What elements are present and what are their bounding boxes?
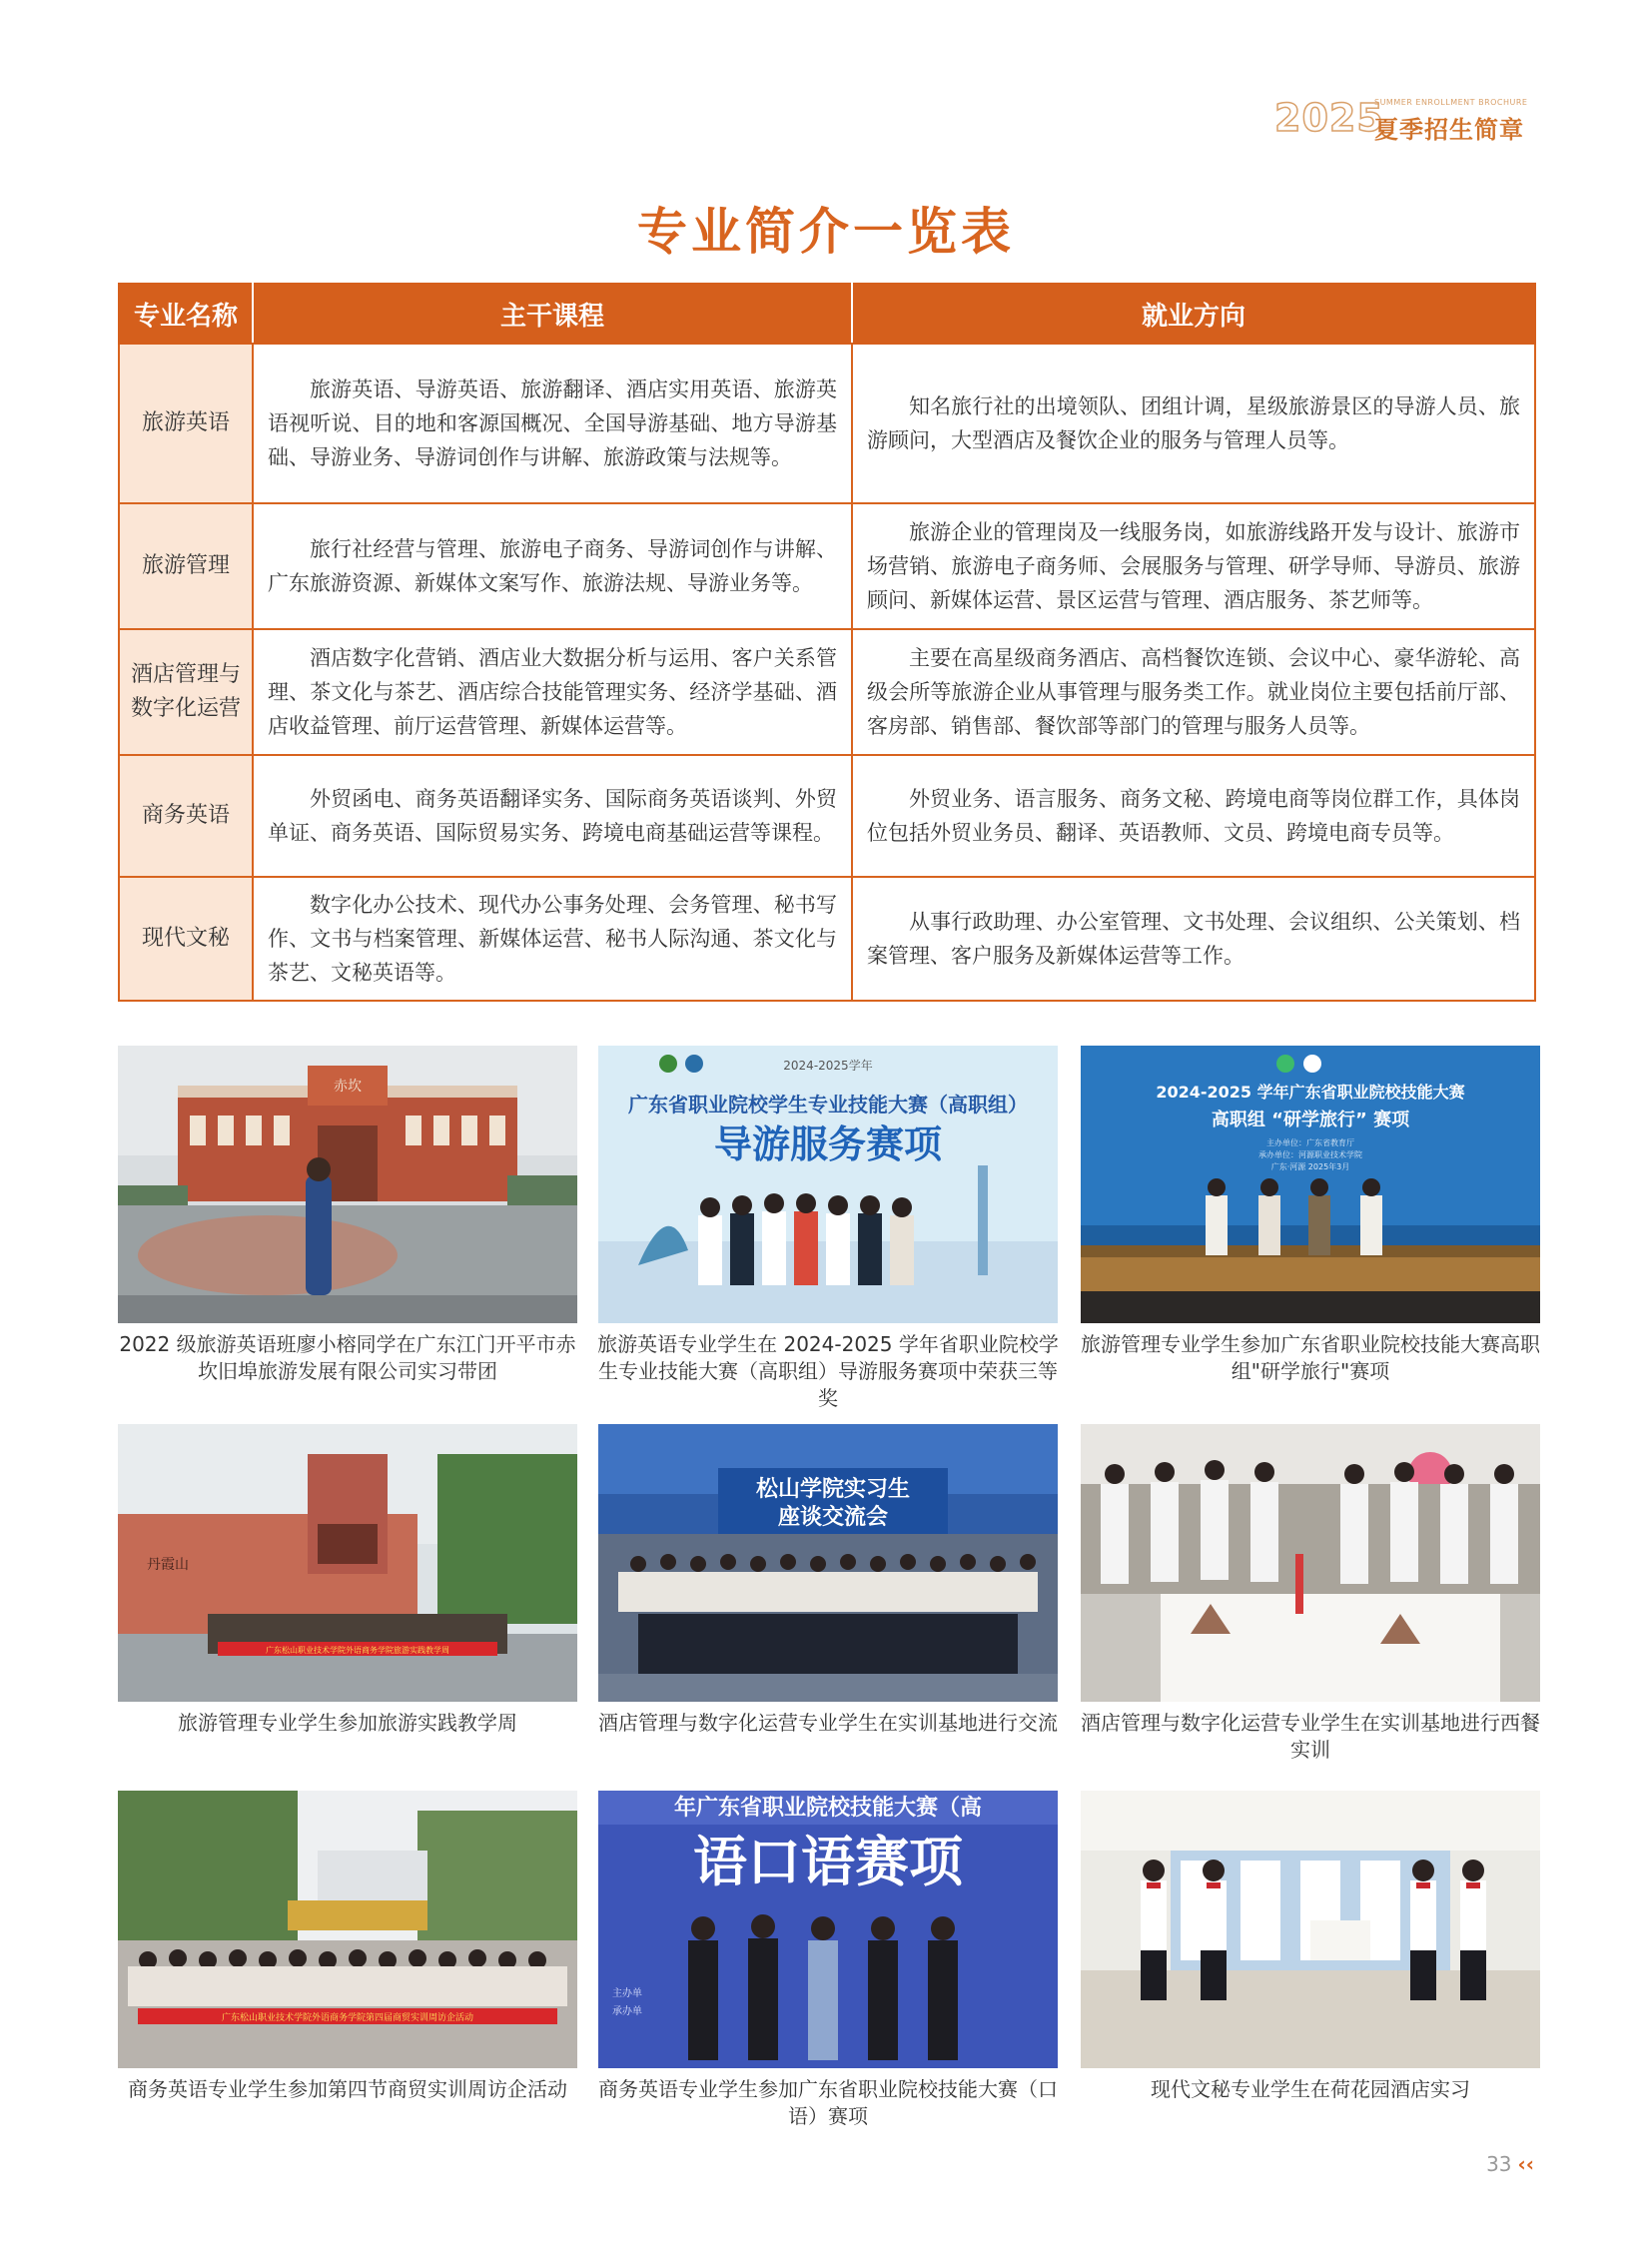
photo-banner-text: 广东松山职业技术学院外语商务学院旅游实践教学周	[266, 1646, 449, 1655]
table-row	[119, 503, 1535, 629]
courses-text: 数字化办公技术、现代办公事务处理、会务管理、秘书写作、文书与档案管理、新媒体运营、秘书人际沟通、茶文化与茶艺、文秘英语等。	[268, 893, 837, 985]
table-row	[119, 877, 1535, 1001]
photo-lotus-hotel-image	[1081, 1791, 1540, 2068]
header-courses: 主干课程	[253, 284, 852, 344]
banner-line3: 导游服务赛项	[713, 1122, 943, 1166]
page-number-text: 33	[1486, 2152, 1512, 2176]
major-name: 商务英语	[119, 755, 253, 877]
jobs-text: 知名旅行社的出境领队、团组计调，星级旅游景区的导游人员、旅游顾问，大型酒店及餐饮企业的服务与管理人员等。	[867, 394, 1520, 452]
header-english: SUMMER ENROLLMENT BROCHURE	[1374, 98, 1528, 107]
courses-text: 酒店数字化营销、酒店业大数据分析与运用、客户关系管理、茶文化与茶艺、酒店综合技能管理实务、经济学基础、酒店收益管理、前厅运营管理、新媒体运营等。	[268, 646, 837, 738]
major-name-text: 酒店管理与数字化运营	[130, 662, 241, 721]
photo-lotus-hotel	[1081, 1791, 1540, 2068]
banner-line1: 年广东省职业院校技能大赛（高	[673, 1796, 983, 1821]
photo-interns-forum	[598, 1424, 1058, 1702]
major-jobs	[852, 877, 1535, 1001]
major-jobs	[852, 344, 1535, 503]
banner-line1: 2024-2025学年	[783, 1059, 873, 1073]
table-header-row	[119, 284, 1535, 344]
photo-chikan-image	[118, 1046, 577, 1323]
photo-interns-image	[598, 1424, 1058, 1702]
photo-oral-competition	[598, 1791, 1058, 2068]
table-row	[119, 344, 1535, 503]
banner-line4: 承办单位：河源职业技术学院	[1258, 1150, 1362, 1159]
banner-line2: 广东省职业院校学生专业技能大赛（高职组）	[628, 1093, 1028, 1117]
major-jobs	[852, 755, 1535, 877]
photo-western-dining-image	[1081, 1424, 1540, 1702]
photo-sign-text: 丹霞山	[147, 1557, 189, 1573]
courses-text: 外贸函电、商务英语翻译实务、国际商务英语谈判、外贸单证、商务英语、国际贸易实务、跨境电商基础运营等课程。	[268, 787, 837, 845]
photo-oral-competition-image	[598, 1791, 1058, 2068]
brochure-header	[1274, 96, 1534, 144]
major-courses	[253, 503, 852, 629]
photo-caption: 商务英语专业学生参加第四节商贸实训周访企活动	[128, 2077, 567, 2101]
page-title: 专业简介一览表	[637, 203, 1015, 261]
photo-banner-text: 广东松山职业技术学院外语商务学院第四届商贸实训周访企活动	[221, 2013, 474, 2023]
header-chinese: 夏季招生简章	[1374, 116, 1524, 144]
photo-sign-text: 赤坎	[334, 1079, 362, 1095]
header-major-name: 专业名称	[119, 284, 253, 344]
photo-caption: 旅游管理专业学生参加旅游实践教学周	[178, 1711, 517, 1735]
photo-caption: 商务英语专业学生参加广东省职业院校技能大赛（口语）赛项	[598, 2077, 1058, 2128]
photo-caption: 2022 级旅游英语班廖小榕同学在广东江门开平市赤坎旧埠旅游发展有限公司实习带团	[119, 1332, 576, 1383]
banner-line2: 座谈交流会	[777, 1505, 889, 1530]
major-name	[119, 629, 253, 755]
banner-line4: 承办单	[612, 2006, 642, 2017]
major-name: 旅游管理	[119, 503, 253, 629]
majors-table	[118, 283, 1536, 1002]
page-arrows-icon: ‹‹	[1517, 2152, 1534, 2176]
major-name: 旅游英语	[119, 344, 253, 503]
photo-business-visit-image	[118, 1791, 577, 2068]
photo-guide-competition	[598, 1046, 1058, 1323]
courses-text: 旅行社经营与管理、旅游电子商务、导游词创作与讲解、广东旅游资源、新媒体文案写作、旅游法规、导游业务等。	[268, 537, 837, 595]
banner-line2: 高职组 “研学旅行” 赛项	[1211, 1110, 1410, 1130]
photo-caption: 旅游管理专业学生参加广东省职业院校技能大赛高职组"研学旅行"赛项	[1081, 1332, 1540, 1383]
header-year: 2025	[1274, 96, 1384, 140]
table-row	[119, 629, 1535, 755]
header-jobs: 就业方向	[852, 284, 1535, 344]
banner-line3: 主办单	[612, 1988, 642, 1999]
courses-text: 旅游英语、导游英语、旅游翻译、酒店实用英语、旅游英语视听说、目的地和客源国概况、全国导游基础、地方导游基础、导游业务、导游词创作与讲解、旅游政策与法规等。	[268, 377, 837, 469]
major-jobs	[852, 629, 1535, 755]
banner-line5: 广东·河源 2025年3月	[1270, 1162, 1350, 1171]
photo-study-tour-competition	[1081, 1046, 1540, 1323]
photo-caption: 酒店管理与数字化运营专业学生在实训基地进行交流	[598, 1711, 1058, 1735]
banner-line3: 主办单位：广东省教育厅	[1266, 1138, 1354, 1147]
photo-caption: 现代文秘专业学生在荷花园酒店实习	[1151, 2077, 1470, 2101]
major-jobs	[852, 503, 1535, 629]
photo-chikan-guide	[118, 1046, 577, 1323]
jobs-text: 从事行政助理、办公室管理、文书处理、会议组织、公关策划、档案管理、客户服务及新媒体运营等工作。	[867, 910, 1520, 968]
major-courses	[253, 877, 852, 1001]
jobs-text: 外贸业务、语言服务、商务文秘、跨境电商等岗位群工作，具体岗位包括外贸业务员、翻译、英语教师、文员、跨境电商专员等。	[867, 787, 1520, 845]
photo-study-tour-image	[1081, 1046, 1540, 1323]
photo-caption: 旅游英语专业学生在 2024-2025 学年省职业院校学生专业技能大赛（高职组）导游服务赛项中荣获三等奖	[597, 1332, 1059, 1410]
banner-line1: 松山学院实习生	[755, 1477, 911, 1502]
jobs-text: 主要在高星级商务酒店、高档餐饮连锁、会议中心、豪华游轮、高级会所等旅游企业从事管理与服务类工作。就业岗位主要包括前厅部、客房部、销售部、餐饮部等部门的管理与服务人员等。	[867, 646, 1520, 738]
major-courses	[253, 629, 852, 755]
jobs-text: 旅游企业的管理岗及一线服务岗，如旅游线路开发与设计、旅游市场营销、旅游电子商务师、会展服务与管理、研学导师、导游员、旅游顾问、新媒体运营、景区运营与管理、酒店服务、茶艺师等。	[867, 520, 1520, 612]
major-name: 现代文秘	[119, 877, 253, 1001]
banner-line1: 2024-2025 学年广东省职业院校技能大赛	[1156, 1083, 1465, 1102]
photo-western-dining	[1081, 1424, 1540, 1702]
photo-danxia-week	[118, 1424, 577, 1702]
table-row	[119, 755, 1535, 877]
major-courses	[253, 755, 852, 877]
page-number	[1486, 2152, 1534, 2176]
major-courses	[253, 344, 852, 503]
photo-business-visit	[118, 1791, 577, 2068]
photo-danxia-image	[118, 1424, 577, 1702]
banner-line2: 语口语赛项	[693, 1831, 963, 1893]
photo-guide-competition-image	[598, 1046, 1058, 1323]
photo-caption: 酒店管理与数字化运营专业学生在实训基地进行西餐实训	[1081, 1711, 1540, 1762]
